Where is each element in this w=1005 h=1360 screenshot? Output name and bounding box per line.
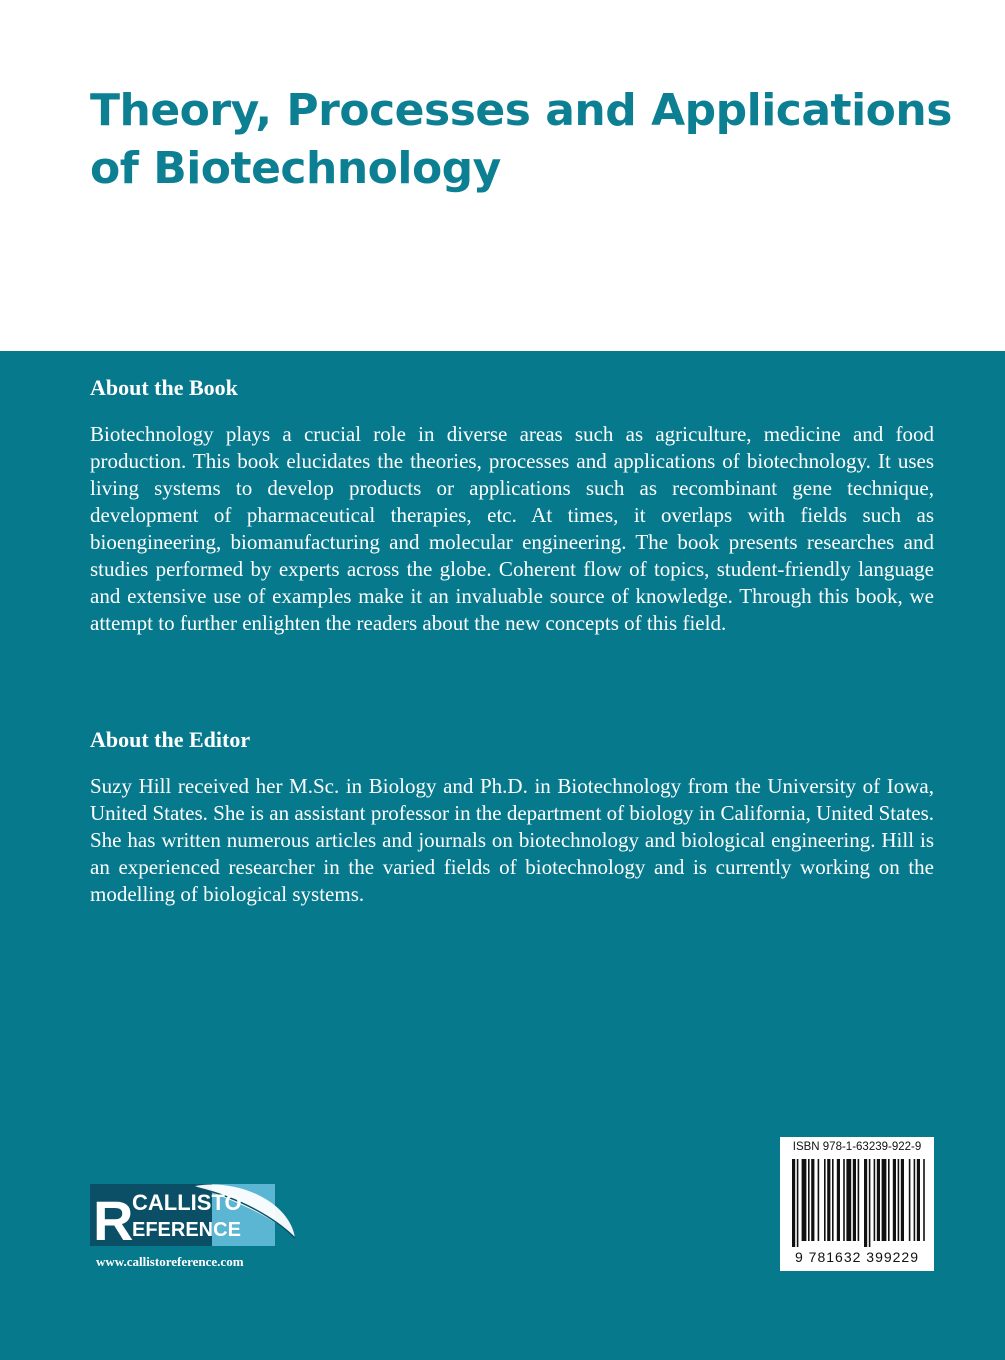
logo-r-letter: R (93, 1189, 134, 1252)
barcode-box (780, 1137, 934, 1271)
book-title: Theory, Processes and Applications of Biotechnology (90, 85, 952, 194)
logo-callisto-text: CALLISTO (132, 1190, 242, 1215)
about-book-text: Biotechnology plays a crucial role in diverse areas such as agriculture, medicine and food production. This book elucidates the theories, processes and applications of biotechnology. It uses living systems to develop products or applications such as recombinant gene technique, development of pharmaceutical therapies, etc. At times, it overlaps with fields such as bioengineering, biomanufacturing and molecular engineering. The book presents researches and studies performed by experts across the globe. Coherent flow of topics, student-friendly language and extensive use of examples make it an invaluable source of knowledge. Through this book, we attempt to further enlighten the readers about the new concepts of this field. (90, 422, 934, 635)
logo-reference-text: EFERENCE (132, 1219, 241, 1241)
cover-panel (0, 351, 1005, 1360)
cover-top (0, 0, 1005, 351)
about-book-heading: About the Book (90, 375, 238, 400)
isbn-label: ISBN 978-1-63239-922-9 (792, 1141, 922, 1153)
about-editor-text: Suzy Hill received her M.Sc. in Biology and Ph.D. in Biotechnology from the University of Iowa, United States. She is an assistant professor in the department of biology in California, United States. She has written numerous articles and journals on biotechnology and biological engineering. Hill is an experienced researcher in the varied fields of biotechnology and is currently working on the modelling of biological systems. (90, 774, 934, 906)
about-editor-heading: About the Editor (90, 727, 251, 752)
publisher-url: www.callistoreference.com (96, 1254, 244, 1269)
barcode-icon (780, 1157, 934, 1249)
barcode-number: 9 781632 399229 (795, 1249, 919, 1265)
